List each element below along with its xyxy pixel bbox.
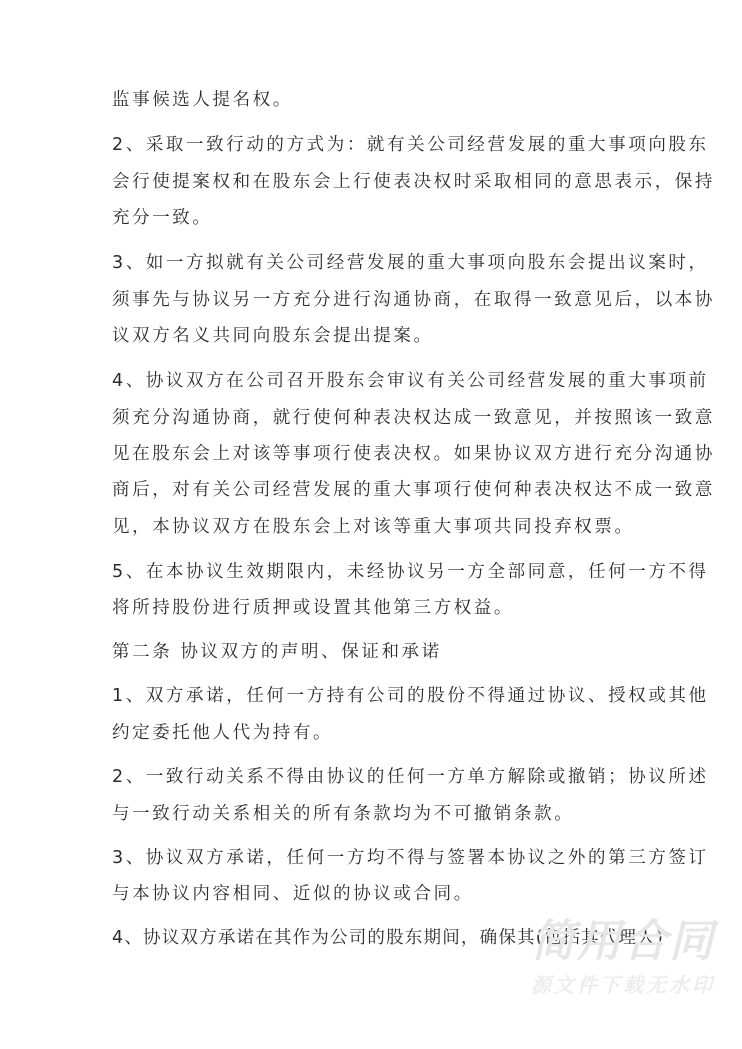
text-line: 与一致行动关系相关的所有条款均为不可撤销条款。 [112,804,575,824]
text-line: 约定委托他人代为持有。 [112,723,334,743]
text-line: 商后，对有关公司经营发展的重大事项行使何种表决权达不成一致意 [112,480,715,500]
text-line: 3、协议双方承诺，任何一方均不得与签署本协议之外的第三方签订 [112,848,709,868]
text-line: 须事先与协议另一方充分进行沟通协商，在取得一致意见后，以本协 [112,290,715,310]
text-line: 见在股东会上对该等事项行使表决权。如果协议双方进行充分沟通协 [112,444,715,464]
text-line: 须充分沟通协商，就行使何种表决权达成一致意见，并按照该一致意 [112,408,715,428]
text-line: 充分一致。 [112,208,213,228]
text-line: 监事候选人提名权。 [112,90,293,110]
text-line: 会行使提案权和在股东会上行使表决权时采取相同的意思表示，保持 [112,172,715,192]
text-line: 1、双方承诺，任何一方持有公司的股份不得通过协议、授权或其他 [112,686,709,706]
text-line: 见，本协议双方在股东会上对该等重大事项共同投弃权票。 [112,517,635,537]
text-line: 3、如一方拟就有关公司经营发展的重大事项向股东会提出议案时， [112,253,709,273]
text-line: 4、协议双方在公司召开股东会审议有关公司经营发展的重大事项前 [112,371,709,391]
text-line: 2、一致行动关系不得由协议的任何一方单方解除或撤销；协议所述 [112,767,709,787]
watermark-tagline: 源文件下载无水印 [531,973,715,997]
text-line: 与本协议内容相同、近似的协议或合同。 [112,884,474,904]
text-line: 将所持股份进行质押或设置其他第三方权益。 [112,598,514,618]
text-line: 2、采取一致行动的方式为：就有关公司经营发展的重大事项向股东 [112,135,709,155]
text-line: 4、协议双方承诺在其作为公司的股东期间，确保其(包括其代理人) [112,928,664,948]
text-line: 5、在本协议生效期限内，未经协议另一方全部同意，任何一方不得 [112,562,709,582]
watermark-brand: 简用合同 [531,916,715,967]
text-line: 议双方名义共同向股东会提出提案。 [112,326,434,346]
section-heading: 第二条 协议双方的声明、保证和承诺 [112,642,442,662]
